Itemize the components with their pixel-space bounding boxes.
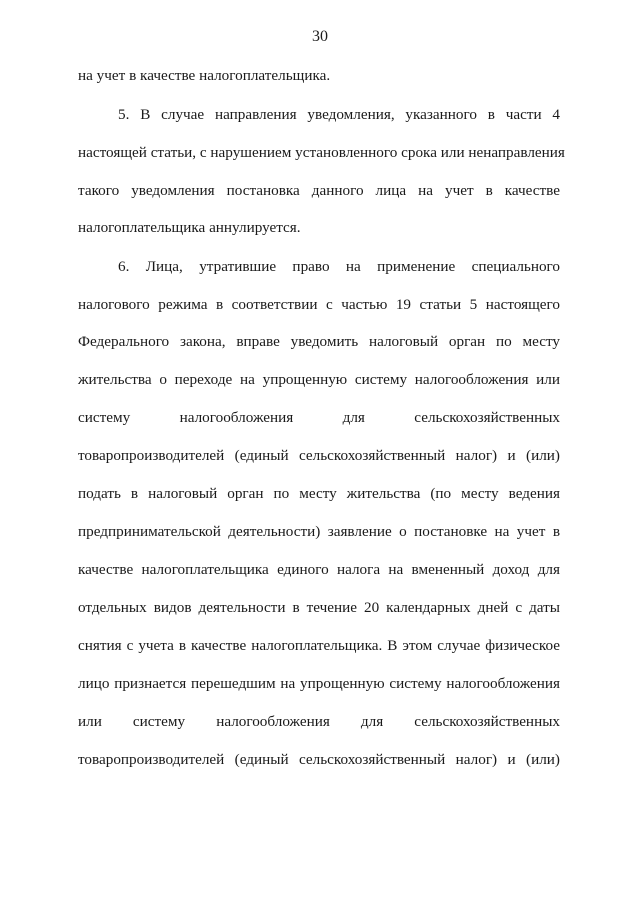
- text-line-18: или систему налогообложения для сельскохозяйственных: [78, 713, 560, 730]
- text-line-9: жительства о переходе на упрощенную систему налогообложения или: [78, 371, 560, 388]
- text-line-5: налогоплательщика аннулируется.: [78, 219, 301, 236]
- text-line-13: предпринимательской деятельности) заявление о постановке на учет в: [78, 523, 560, 540]
- text-line-19: товаропроизводителей (единый сельскохозяйственный налог) и (или): [78, 751, 560, 768]
- text-line-14: качестве налогоплательщика единого налога на вмененный доход для: [78, 561, 560, 578]
- text-line-3: настоящей статьи, с нарушением установленного срока или ненаправления: [78, 144, 565, 161]
- text-line-17: лицо признается перешедшим на упрощенную систему налогообложения: [78, 675, 560, 692]
- text-line-7: налогового режима в соответствии с частью 19 статьи 5 настоящего: [78, 296, 560, 313]
- text-line-6: 6. Лица, утратившие право на применение специального: [118, 258, 560, 275]
- page-number: 30: [312, 28, 328, 45]
- text-line-16: снятия с учета в качестве налогоплательщика. В этом случае физическое: [78, 637, 560, 654]
- text-line-4: такого уведомления постановка данного лица на учет в качестве: [78, 182, 560, 199]
- text-line-1: на учет в качестве налогоплательщика.: [78, 67, 331, 84]
- text-line-12: подать в налоговый орган по месту жительства (по месту ведения: [78, 485, 560, 502]
- text-line-2: 5. В случае направления уведомления, указанного в части 4: [118, 106, 560, 123]
- text-line-15: отдельных видов деятельности в течение 20 календарных дней с даты: [78, 599, 560, 616]
- text-line-11: товаропроизводителей (единый сельскохозяйственный налог) и (или): [78, 447, 560, 464]
- text-line-10: систему налогообложения для сельскохозяйственных: [78, 409, 560, 426]
- text-line-8: Федерального закона, вправе уведомить налоговый орган по месту: [78, 333, 560, 350]
